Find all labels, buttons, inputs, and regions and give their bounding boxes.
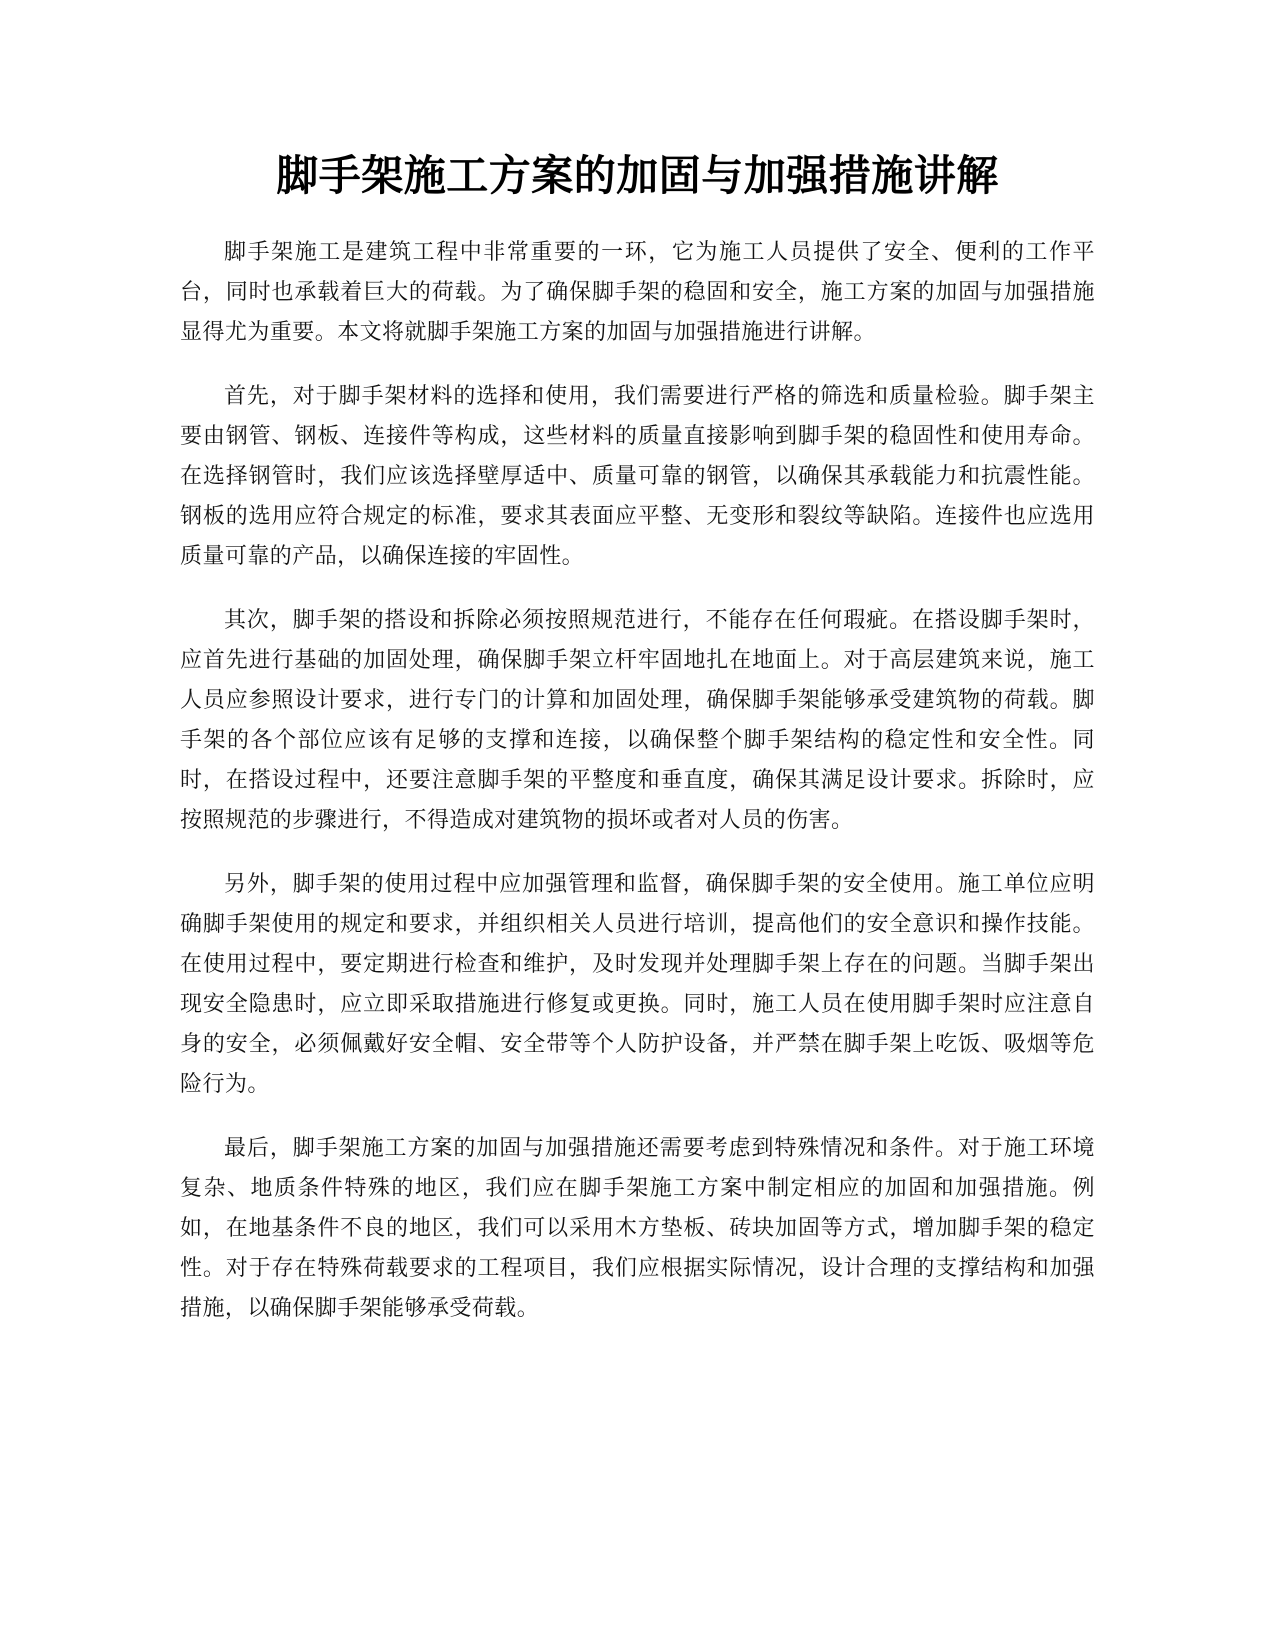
paragraph-management: 另外，脚手架的使用过程中应加强管理和监督，确保脚手架的安全使用。施工单位应明确脚手架使用的规定和要求，并组织相关人员进行培训，提高他们的安全意识和操作技能。在使用过程中，要定期进行检查和维护，及时发现并处理脚手架上存在的问题。当脚手架出现安全隐患时，应立即采取措施进行修复或更换。同时，施工人员在使用脚手架时应注意自身的安全，必须佩戴好安全帽、安全带等个人防护设备，并严禁在脚手架上吃饭、吸烟等危险行为。 (180, 872, 1095, 1097)
document-body (180, 233, 1095, 1353)
paragraph-special-conditions: 最后，脚手架施工方案的加固与加强措施还需要考虑到特殊情况和条件。对于施工环境复杂、地质条件特殊的地区，我们应在脚手架施工方案中制定相应的加固和加强措施。例如，在地基条件不良的地区，我们可以采用木方垫板、砖块加固等方式，增加脚手架的稳定性。对于存在特殊荷载要求的工程项目，我们应根据实际情况，设计合理的支撑结构和加强措施，以确保脚手架能够承受荷载。 (180, 1136, 1095, 1321)
paragraph-materials: 首先，对于脚手架材料的选择和使用，我们需要进行严格的筛选和质量检验。脚手架主要由钢管、钢板、连接件等构成，这些材料的质量直接影响到脚手架的稳固性和使用寿命。在选择钢管时，我们应该选择壁厚适中、质量可靠的钢管，以确保其承载能力和抗震性能。钢板的选用应符合规定的标准，要求其表面应平整、无变形和裂纹等缺陷。连接件也应选用质量可靠的产品，以确保连接的牢固性。 (180, 384, 1095, 569)
document-title: 脚手架施工方案的加固与加强措施讲解 (276, 151, 999, 200)
paragraph-erection: 其次，脚手架的搭设和拆除必须按照规范进行，不能存在任何瑕疵。在搭设脚手架时，应首先进行基础的加固处理，确保脚手架立杆牢固地扎在地面上。对于高层建筑来说，施工人员应参照设计要求，进行专门的计算和加固处理，确保脚手架能够承受建筑物的荷载。脚手架的各个部位应该有足够的支撑和连接，以确保整个脚手架结构的稳定性和安全性。同时，在搭设过程中，还要注意脚手架的平整度和垂直度，确保其满足设计要求。拆除时，应按照规范的步骤进行，不得造成对建筑物的损坏或者对人员的伤害。 (180, 608, 1095, 833)
paragraph-intro: 脚手架施工是建筑工程中非常重要的一环，它为施工人员提供了安全、便利的工作平台，同时也承载着巨大的荷载。为了确保脚手架的稳固和安全，施工方案的加固与加强措施显得尤为重要。本文将就脚手架施工方案的加固与加强措施进行讲解。 (180, 240, 1095, 345)
